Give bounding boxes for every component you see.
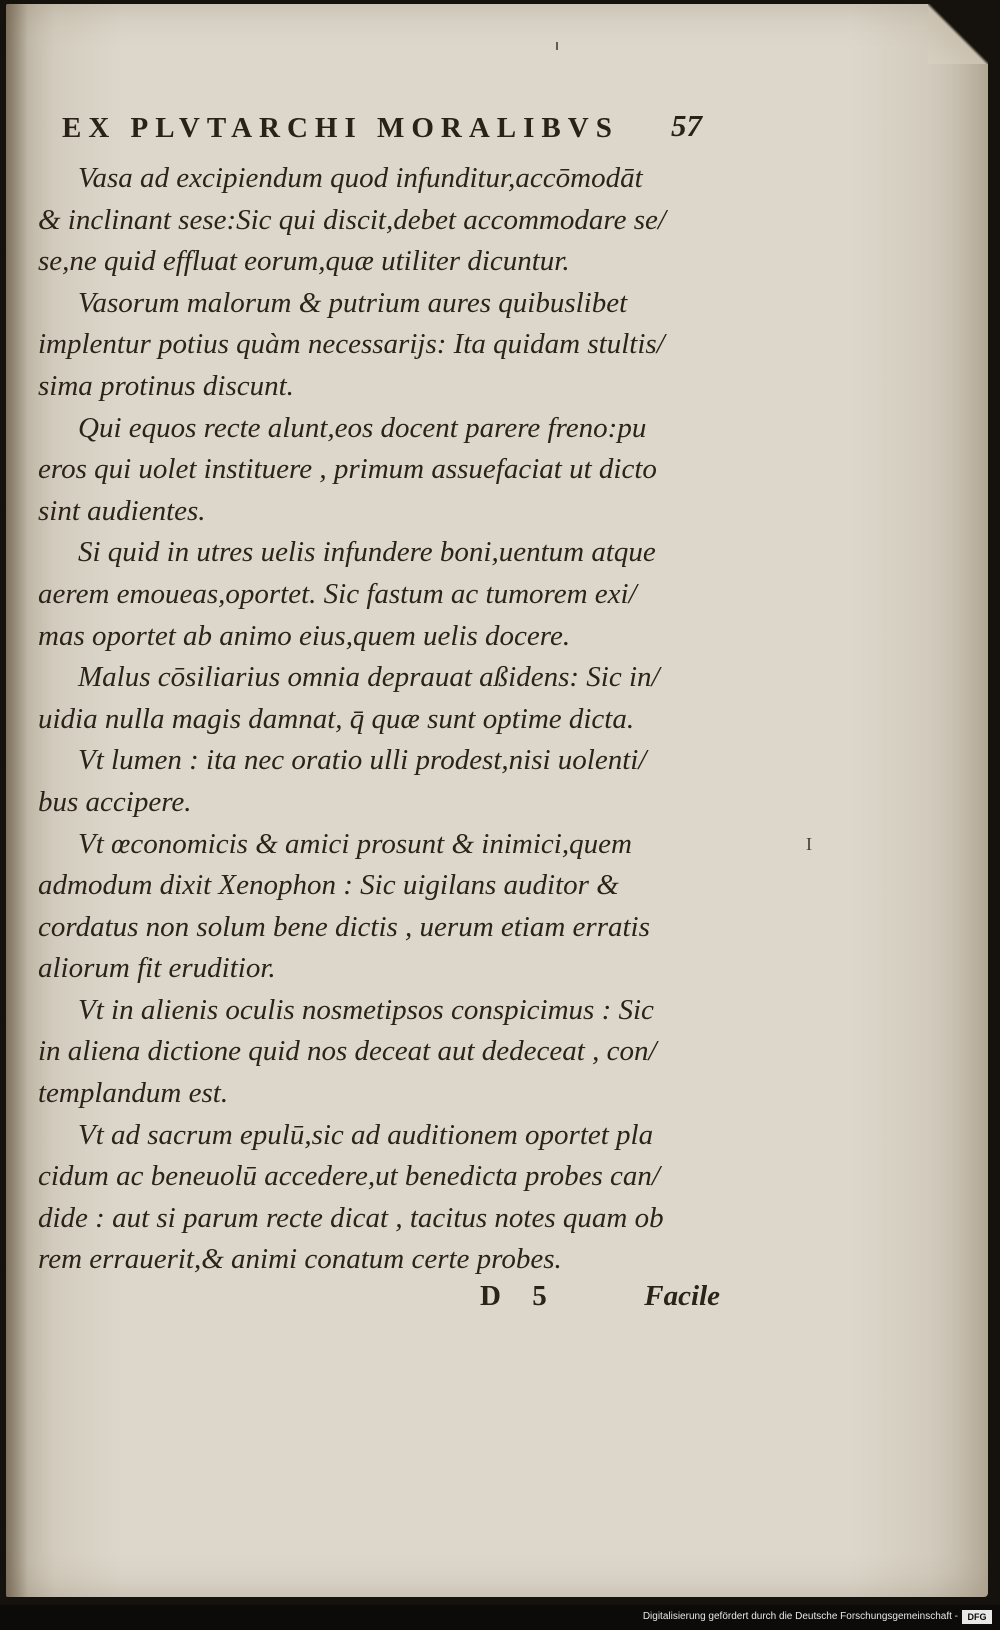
text-line: & inclinant sese:Sic qui discit,debet accommodare se/ (38, 203, 666, 236)
signature-line (480, 1280, 720, 1320)
text-line: rem errauerit,& animi conatum certe probes. (38, 1243, 562, 1276)
text-line: cordatus non solum bene dictis , uerum etiam erratis (38, 910, 650, 943)
text-line: dide : aut si parum recte dicat , tacitus notes quam ob (38, 1201, 664, 1234)
page-corner-fold (928, 4, 988, 64)
text-line: cidum ac beneuolū accedere,ut benedicta probes can/ (38, 1160, 660, 1193)
text-line: Vt lumen : ita nec oratio ulli prodest,nisi uolenti/ (78, 744, 647, 777)
text-line: Vasorum malorum & putrium aures quibuslibet (78, 286, 628, 319)
text-line: Si quid in utres uelis infundere boni,uentum atque (78, 536, 656, 569)
text-line: Qui equos recte alunt,eos docent parere freno:pu (78, 411, 647, 444)
text-line: in aliena dictione quid nos deceat aut dedeceat , con/ (38, 1035, 657, 1068)
margin-mark: I (806, 834, 812, 854)
text-line: eros qui uolet instituere , primum assuefaciat ut dicto (38, 453, 657, 486)
signature-mark: D 5 (480, 1280, 559, 1312)
catchword: Facile (644, 1280, 720, 1312)
text-line: Vasa ad excipiendum quod infunditur,accōmodāt (78, 162, 643, 194)
text-line: aliorum fit eruditior. (38, 952, 276, 985)
running-head (62, 108, 702, 152)
running-head-title: EX PLVTARCHI MORALIBVS (62, 112, 619, 144)
body-text (38, 158, 718, 1281)
text-line: implentur potius quàm necessarijs: Ita quidam stultis/ (38, 328, 665, 361)
text-line: templandum est. (38, 1077, 229, 1110)
text-line: sint audientes. (38, 494, 206, 527)
page-number: 57 (671, 108, 702, 143)
text-line: mas oportet ab animo eius,quem uelis docere. (38, 619, 571, 652)
text-line: uidia nulla magis damnat, q̄ quæ sunt optime dicta. (38, 702, 635, 735)
dfg-logo-icon: DFG (962, 1610, 992, 1624)
text-line: Vt œconomicis & amici prosunt & inimici,quem (78, 827, 632, 860)
text-line: Malus cōsiliarius omnia deprauat aßidens: Sic in/ (78, 661, 660, 694)
text-line: admodum dixit Xenophon : Sic uigilans auditor & (38, 869, 619, 902)
attribution-bar (0, 1605, 1000, 1630)
text-line: se,ne quid effluat eorum,quæ utiliter dicuntur. (38, 245, 570, 278)
attribution-text: Digitalisierung gefördert durch die Deutsche Forschungsgemeinschaft - (642, 1611, 958, 1622)
text-line: aerem emoueas,oportet. Sic fastum ac tumorem exi/ (38, 577, 637, 610)
text-line: bus accipere. (38, 785, 192, 818)
text-line: Vt ad sacrum epulū,sic ad auditionem oportet pla (78, 1118, 654, 1151)
text-line: sima protinus discunt. (38, 369, 294, 402)
paper-speck (556, 42, 558, 50)
text-line: Vt in alienis oculis nosmetipsos conspicimus : Sic (78, 993, 654, 1026)
gutter-shadow (6, 4, 28, 1597)
